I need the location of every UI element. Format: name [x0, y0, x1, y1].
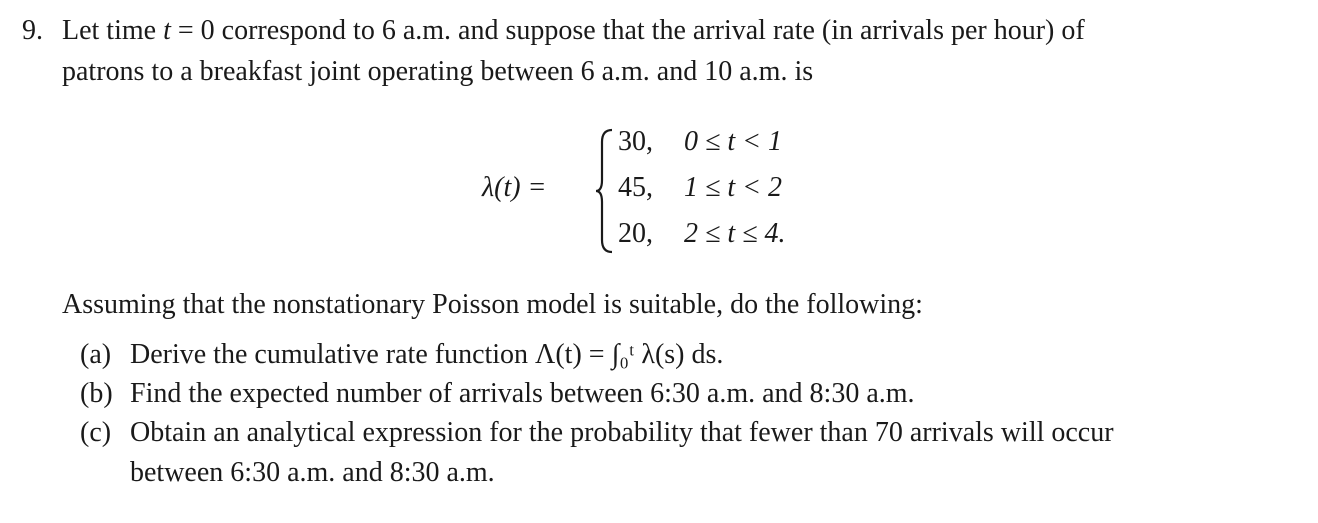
part-label: (b): [80, 378, 113, 409]
part-text-continuation: between 6:30 a.m. and 8:30 a.m.: [130, 457, 495, 488]
instruction-text: Assuming that the nonstationary Poisson model is suitable, do the following:: [62, 289, 923, 320]
case-value: 20,: [618, 218, 653, 249]
problem-intro-line-2: patrons to a breakfast joint operating between 6 a.m. and 10 a.m. is: [62, 56, 814, 87]
part-text: Obtain an analytical expression for the probability that fewer than 70 arrivals will occur: [130, 417, 1114, 448]
problem-line1-mid: = 0 correspond to 6 a.m. and suppose that the arrival rate (in arrivals per hour) of: [177, 15, 1085, 46]
case-row-3: [618, 218, 786, 250]
problem-number: 9.: [22, 15, 43, 46]
variable-t: t: [163, 15, 171, 46]
problem-intro-line-1: [22, 14, 1085, 48]
left-brace-icon: [594, 128, 616, 254]
case-row-1: [618, 126, 782, 158]
part-label: (c): [80, 417, 112, 448]
case-condition: 2 ≤ t ≤ 4.: [684, 218, 786, 249]
equation-lhs-text: λ(t) =: [482, 172, 547, 203]
problem-line1-prefix: Let time: [62, 15, 157, 46]
case-condition: 1 ≤ t < 2: [684, 172, 783, 203]
piecewise-equation: [482, 122, 842, 262]
case-value: 30,: [618, 126, 653, 157]
case-value: 45,: [618, 172, 653, 203]
part-text: Find the expected number of arrivals between 6:30 a.m. and 8:30 a.m.: [130, 378, 915, 409]
equation-lhs: [482, 172, 546, 204]
case-row-2: [618, 172, 782, 204]
part-label: (a): [80, 339, 112, 370]
part-text: Derive the cumulative rate function Λ(t) = ∫₀ᵗ λ(s) ds.: [130, 339, 724, 370]
case-condition: 0 ≤ t < 1: [684, 126, 783, 157]
